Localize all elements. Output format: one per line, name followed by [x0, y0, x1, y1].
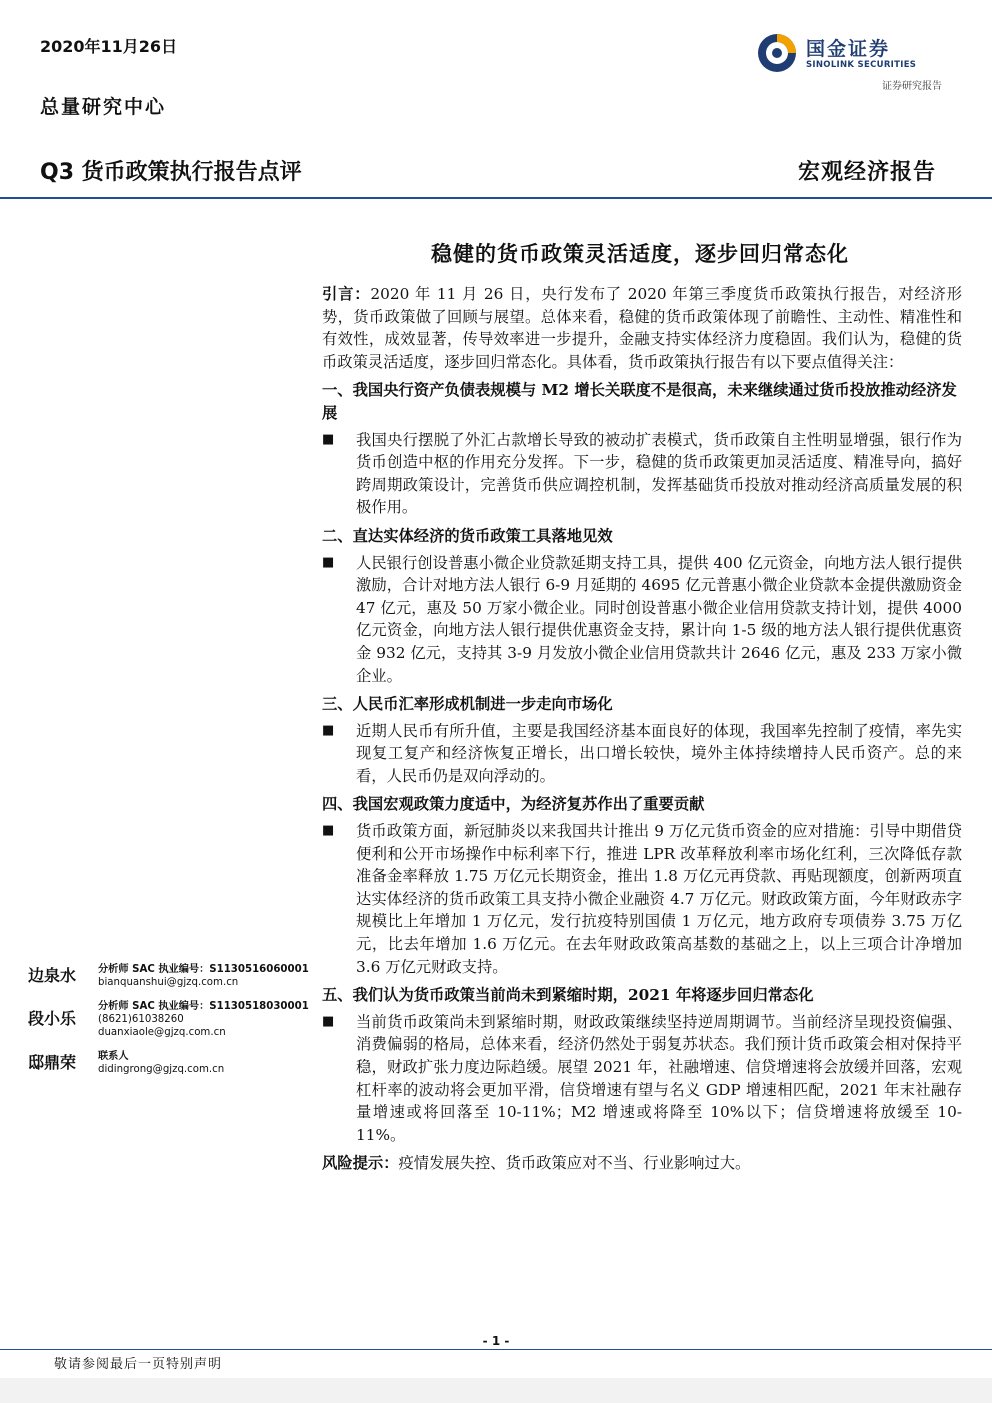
- department-name: 总量研究中心: [40, 96, 167, 118]
- analyst-card: [28, 1050, 318, 1080]
- risk-warning: [322, 1152, 962, 1175]
- list-item: [322, 429, 962, 519]
- section-title: 三、人民币汇率形成机制进一步走向市场化: [322, 695, 613, 714]
- analyst-phone: (8621)61038260: [98, 1014, 184, 1025]
- report-type: 宏观经济报告: [797, 159, 936, 185]
- bullet-text: 货币政策方面，新冠肺炎以来我国共计推出 9 万亿元货币资金的应对措施：引导中期借贷便利和公开市场操作中标利率下行，推进 LPR 改革释放利率市场化红利，三次降低存款准备金率释放 1.75 万亿元长期资金，推出 1.8 万亿元再贷款、再贴现额度，创新两项直达实体经济的货币政策工具支持小微企业融资 4.7 万亿元。财政政策方面，今年财政赤字规模比上年增加 1 万亿元，发行抗疫特别国债 1 万亿元，地方政府专项债券 3.75 万亿元，比去年增加 1.6 万亿元。在去年财政政策高基数的基础之上，以上三项合计净增加 3.6 万亿元财政支持。: [356, 822, 962, 976]
- page-number: - 1 -: [482, 1334, 510, 1348]
- analyst-email[interactable]: didingrong@gjzq.com.cn: [98, 1064, 225, 1075]
- footer-band: [0, 1378, 992, 1403]
- section-title: 二、直达实体经济的货币政策工具落地见效: [322, 526, 613, 545]
- analyst-info: [98, 1000, 309, 1039]
- intro-text: 2020 年 11 月 26 日，央行发布了 2020 年第三季度货币政策执行报告，对经济形势，货币政策做了回顾与展望。总体来看，稳健的货币政策体现了前瞻性、主动性、精准性和有效性，成效显著，传导效率进一步提升，金融支持实体经济力度稳固。我们认为，稳健的货币政策灵活适度，逐步回归常态化。具体看，货币政策执行报告有以下要点值得关注：: [322, 285, 962, 371]
- bullet-square-icon: ■: [322, 1013, 335, 1029]
- analyst-name: 边泉水: [28, 966, 77, 985]
- disclaimer-note: 敬请参阅最后一页特别声明: [54, 1357, 223, 1372]
- risk-label: 风险提示：: [322, 1154, 399, 1173]
- list-item: [322, 820, 962, 978]
- analyst-role: 联系人: [98, 1051, 129, 1062]
- analyst-role: 分析师 SAC 执业编号：S1130518030001: [98, 1001, 309, 1012]
- analyst-info: [98, 963, 309, 989]
- bullet-text: 人民银行创设普惠小微企业贷款延期支持工具，提供 400 亿元资金，向地方法人银行提供激励，合计对地方法人银行 6-9 月延期的 4695 亿元普惠小微企业贷款本金提供激励资金 47 亿元，惠及 50 万家小微企业。同时创设普惠小微企业信用贷款支持计划，提供 4000 亿元资金，向地方法人银行提供优惠资金支持，累计向 1-5 级的地方法人银行提供优惠资金 932 亿元，支持其 3-9 月发放小微企业信用贷款共计 2646 亿元，惠及 233 万家小微企业。: [356, 553, 962, 685]
- analyst-email[interactable]: bianquanshui@gjzq.com.cn: [98, 977, 239, 988]
- section-title: 一、我国央行资产负债表规模与 M2 增长关联度不是很高，未来继续通过货币投放推动经济发展: [322, 381, 957, 422]
- intro-paragraph: [322, 283, 962, 373]
- bullet-square-icon: ■: [322, 823, 335, 839]
- report-title: Q3 货币政策执行报告点评: [40, 160, 302, 185]
- analyst-role: 分析师 SAC 执业编号：S1130516060001: [98, 964, 309, 975]
- section-title: 四、我国宏观政策力度适中，为经济复苏作出了重要贡献: [322, 795, 705, 814]
- bullet-square-icon: ■: [322, 554, 335, 570]
- bullet-text: 我国央行摆脱了外汇占款增长导致的被动扩表模式，货币政策自主性明显增强，银行作为货币创造中枢的作用充分发挥。下一步，稳健的货币政策更加灵活适度、精准导向，搞好跨周期政策设计，完善货币供应调控机制，发挥基础货币投放对推动经济高质量发展的积极作用。: [356, 430, 962, 517]
- list-item: [322, 552, 962, 688]
- main-content: [322, 283, 962, 1175]
- bullet-text: 当前货币政策尚未到紧缩时期，财政政策继续坚持逆周期调节。当前经济呈现投资偏强、消费偏弱的格局，总体来看，经济仍然处于弱复苏状态。我们预计货币政策会相对保持平稳，财政扩张力度边际趋缓。展望 2021 年，社融增速、信贷增速将会放缓并回落，宏观杠杆率的波动将会更加平滑，信贷增速有望与名义 GDP 增速相匹配，2021 年末社融存量增速或将回落至 10-11%；M2 增速或将降至 10%以下；信贷增速将放缓至 10-11%。: [356, 1012, 962, 1144]
- analyst-info: [98, 1050, 224, 1076]
- header-divider: [0, 197, 992, 199]
- analyst-card: [28, 1000, 318, 1046]
- company-logo: [756, 30, 956, 92]
- bullet-square-icon: ■: [322, 722, 335, 738]
- list-item: [322, 1011, 962, 1147]
- analyst-name: 邸鼎荣: [28, 1053, 77, 1072]
- logo-text-cn: 国金证券: [806, 38, 891, 60]
- section-title: 五、我们认为货币政策当前尚未到紧缩时期，2021 年将逐步回归常态化: [322, 986, 814, 1005]
- footer-divider: [0, 1349, 992, 1350]
- bullet-text: 近期人民币有所升值，主要是我国经济基本面良好的体现，我国率先控制了疫情，率先实现复工复产和经济恢复正增长，出口增长较快，境外主体持续增持人民币资产。总的来看，人民币仍是双向浮动的。: [356, 721, 962, 785]
- analyst-name: 段小乐: [28, 1009, 77, 1028]
- intro-label: 引言：: [322, 285, 371, 303]
- list-item: [322, 720, 962, 788]
- bullet-square-icon: ■: [322, 431, 335, 447]
- analyst-email[interactable]: duanxiaole@gjzq.com.cn: [98, 1027, 226, 1038]
- report-date: 2020年11月26日: [40, 37, 178, 56]
- logo-text-en: SINOLINK SECURITIES: [806, 60, 917, 70]
- logo-subtitle: 证券研究报告: [882, 81, 942, 92]
- headline: 稳健的货币政策灵活适度，逐步回归常态化: [431, 241, 849, 266]
- analyst-card: [28, 963, 318, 999]
- risk-text: 疫情发展失控、货币政策应对不当、行业影响过大。: [398, 1154, 751, 1173]
- sinolink-logo-icon: [756, 32, 798, 74]
